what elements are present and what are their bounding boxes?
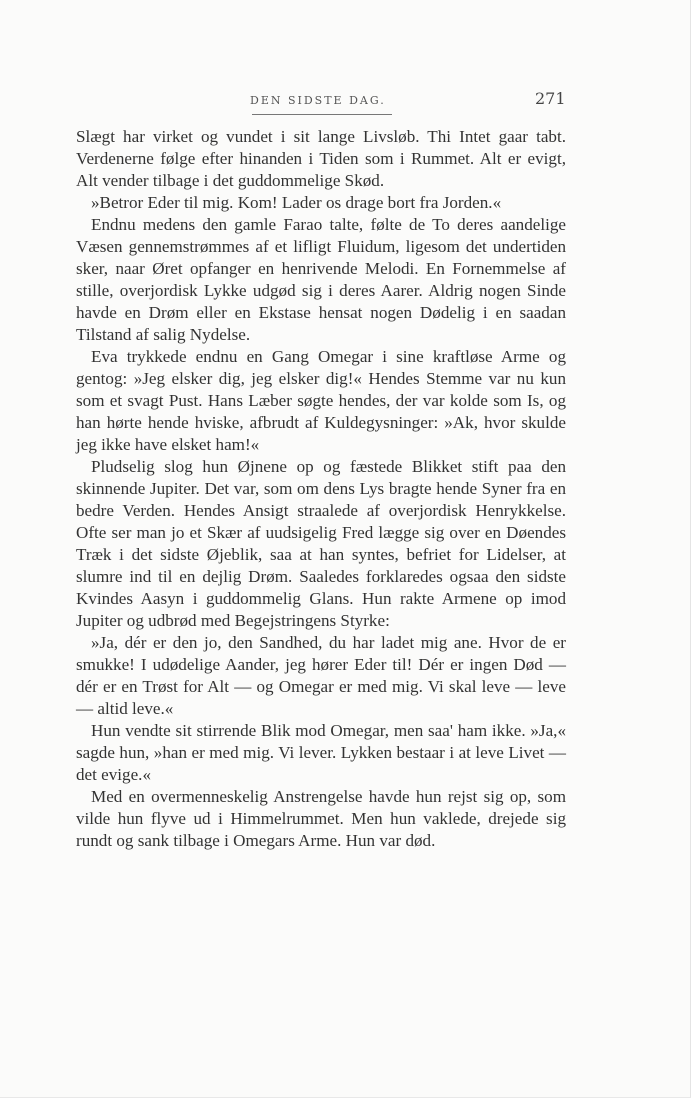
paragraph: »Ja, dér er den jo, den Sandhed, du har ladet mig ane. Hvor de er smukke! I udødelige Aander, jeg hører Eder til! Dér er ingen Død — dér er en Trøst for Alt — og Omegar er med mig. Vi skal leve — leve — altid leve.« (76, 633, 566, 718)
paragraph: »Betror Eder til mig. Kom! Lader os drage bort fra Jorden.« (91, 193, 502, 212)
paragraph: Slægt har virket og vundet i sit lange Livsløb. Thi Intet gaar tabt. Verdenerne følge efter hinanden i Tiden som i Rummet. Alt er evigt, Alt vender tilbage i det guddommelige Skød. (76, 127, 566, 190)
paragraph: Pludselig slog hun Øjnene op og fæstede Blikket stift paa den skinnende Jupiter. Det var, som om dens Lys bragte hende Syner fra en bedre Verden. Hendes Ansigt straalede af overjordisk Henrykkelse. Ofte ser man jo et Skær af uudsigelig Fred lægge sig over en Døendes Træk i det sidste Øjeblik, saa at han syntes, befriet for Lidelser, at slumre ind til en dejlig Drøm. Saaledes forklaredes ogsaa den sidste Kvindes Aasyn i guddommelig Glans. Hun rakte Armene op imod Jupiter og udbrød med Begejstringens Styrke: (76, 457, 566, 630)
header-rule (252, 114, 392, 115)
paragraph: Endnu medens den gamle Farao talte, følte de To deres aandelige Væsen gennemstrømmes af et lifligt Fluidum, ligesom det undertiden sker, naar Øret opfanger en henrivende Melodi. En Fornemmelse af stille, overjordisk Lykke udgød sig i deres Aarer. Aldrig nogen Sinde havde en Drøm eller en Ekstase hensat nogen Dødelig i en saadan Tilstand af salig Nydelse. (76, 215, 566, 344)
body-text (76, 126, 566, 852)
page-number: 271 (535, 89, 566, 108)
paragraph: Eva trykkede endnu en Gang Omegar i sine kraftløse Arme og gentog: »Jeg elsker dig, jeg elsker dig!« Hendes Stemme var nu kun som et svagt Pust. Hans Læber søgte hendes, der var kolde som Is, og han hørte hende hviske, afbrudt af Kuldegysninger: »Ak, hvor skulde jeg ikke have elsket ham!« (76, 347, 566, 454)
running-title: DEN SIDSTE DAG. (250, 94, 386, 107)
paragraph: Med en overmenneskelig Anstrengelse havde hun rejst sig op, som vilde hun flyve ud i Himmelrummet. Men hun vaklede, drejede sig rundt og sank tilbage i Omegars Arme. Hun var død. (76, 787, 566, 850)
paragraph: Hun vendte sit stirrende Blik mod Omegar, men saa' ham ikke. »Ja,« sagde hun, »han er med mig. Vi lever. Lykken bestaar i at leve Livet — det evige.« (76, 721, 566, 784)
